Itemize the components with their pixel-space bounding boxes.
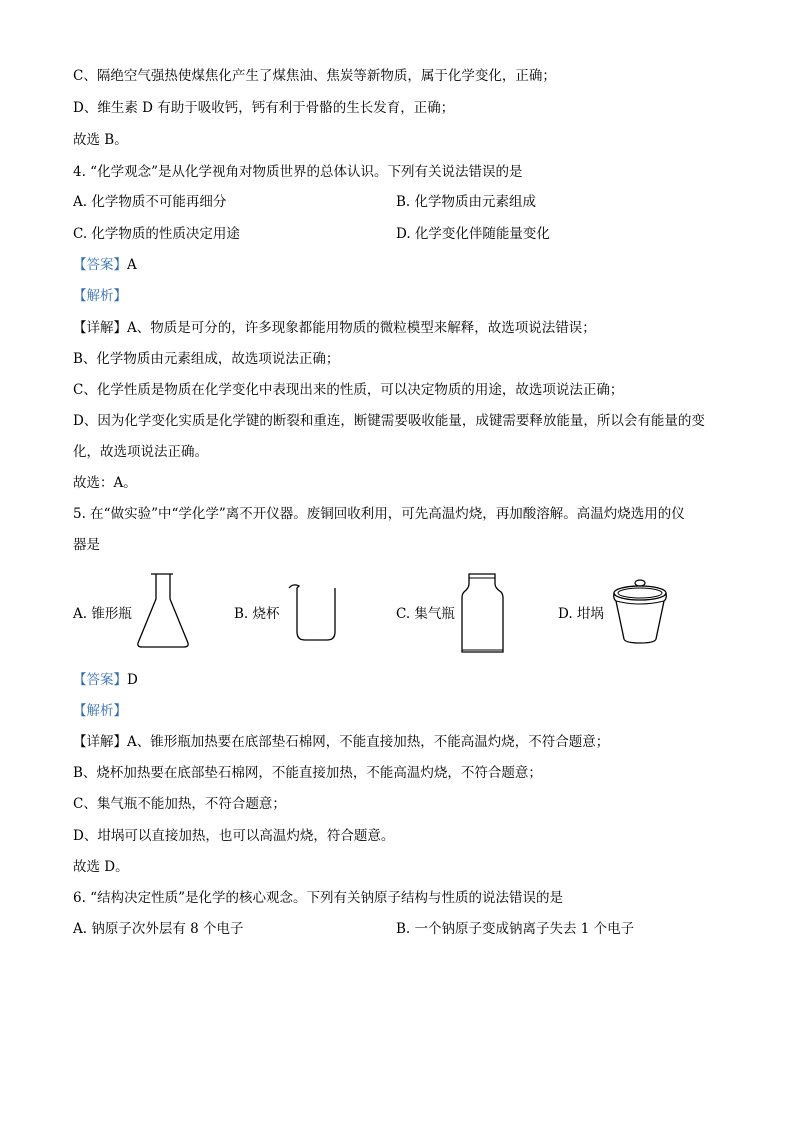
text-line: 器是 — [73, 537, 100, 553]
detail-text: A、物质是可分的，许多现象都能用物质的微粒模型来解释，故选项说法错误； — [127, 320, 596, 336]
answer-value: A — [127, 257, 137, 273]
answer-4 — [73, 256, 137, 274]
text-line: C、集气瓶不能加热，不符合题意； — [73, 796, 286, 812]
text-line: 故选 B。 — [73, 132, 128, 148]
text-line: 故选：A。 — [73, 475, 137, 491]
question-6: 6. “结构决定性质”是化学的核心观念。下列有关钠原子结构与性质的说法错误的是 — [73, 890, 563, 906]
detail-label: 【详解】 — [73, 734, 127, 750]
crucible-icon — [609, 577, 671, 647]
q5-option-b: B. 烧杯 — [234, 606, 280, 622]
text-line: D、因为化学变化实质是化学键的断裂和重连，断键需要吸收能量，成键需要释放能量，所以会有能量的变 — [73, 413, 705, 429]
text-line: 故选 D。 — [73, 859, 129, 875]
analysis-label: 【解析】 — [73, 703, 127, 719]
q4-option-c: C. 化学物质的性质决定用途 — [73, 226, 240, 242]
analysis-label: 【解析】 — [73, 288, 127, 304]
q6-option-a: A. 钠原子次外层有 8 个电子 — [73, 921, 244, 937]
text-line: D、坩埚可以直接加热，也可以高温灼烧，符合题意。 — [73, 828, 395, 844]
detail-4 — [73, 319, 596, 337]
q4-option-a: A. 化学物质不可能再细分 — [73, 194, 227, 210]
answer-label: 【答案】 — [73, 672, 127, 688]
erlenmeyer-flask-icon — [133, 571, 193, 651]
gas-jar-icon — [459, 570, 507, 656]
text-line: D、维生素 D 有助于吸收钙，钙有利于骨骼的生长发育，正确； — [73, 100, 455, 116]
question-5: 5. 在“做实验”中“学化学”离不开仪器。废铜回收利用，可先高温灼烧，再加酸溶解。高温灼烧选用的仪 — [73, 506, 685, 522]
detail-label: 【详解】 — [73, 320, 127, 336]
question-4: 4. “化学观念”是从化学视角对物质世界的总体认识。下列有关说法错误的是 — [73, 164, 523, 180]
answer-value: D — [127, 672, 138, 688]
q5-option-a: A. 锥形瓶 — [73, 606, 132, 622]
text-line: B、化学物质由元素组成，故选项说法正确； — [73, 351, 340, 367]
detail-text: A、锥形瓶加热要在底部垫石棉网，不能直接加热，不能高温灼烧，不符合题意； — [127, 734, 610, 750]
detail-5 — [73, 733, 609, 751]
text-line: B、烧杯加热要在底部垫石棉网，不能直接加热，不能高温灼烧，不符合题意； — [73, 765, 542, 781]
text-line: 化，故选项说法正确。 — [73, 444, 208, 460]
q6-option-b: B. 一个钠原子变成钠离子失去 1 个电子 — [396, 921, 635, 937]
q4-option-d: D. 化学变化伴随能量变化 — [396, 226, 550, 242]
text-line: C、化学性质是物质在化学变化中表现出来的性质，可以决定物质的用途，故选项说法正确； — [73, 382, 624, 398]
q5-option-d: D. 坩埚 — [558, 606, 604, 622]
q4-option-b: B. 化学物质由元素组成 — [396, 194, 537, 210]
answer-5 — [73, 671, 138, 689]
text-line: C、隔绝空气强热使煤焦化产生了煤焦油、焦炭等新物质，属于化学变化，正确； — [73, 68, 556, 84]
q5-option-c: C. 集气瓶 — [396, 606, 455, 622]
beaker-icon — [283, 582, 347, 644]
answer-label: 【答案】 — [73, 257, 127, 273]
